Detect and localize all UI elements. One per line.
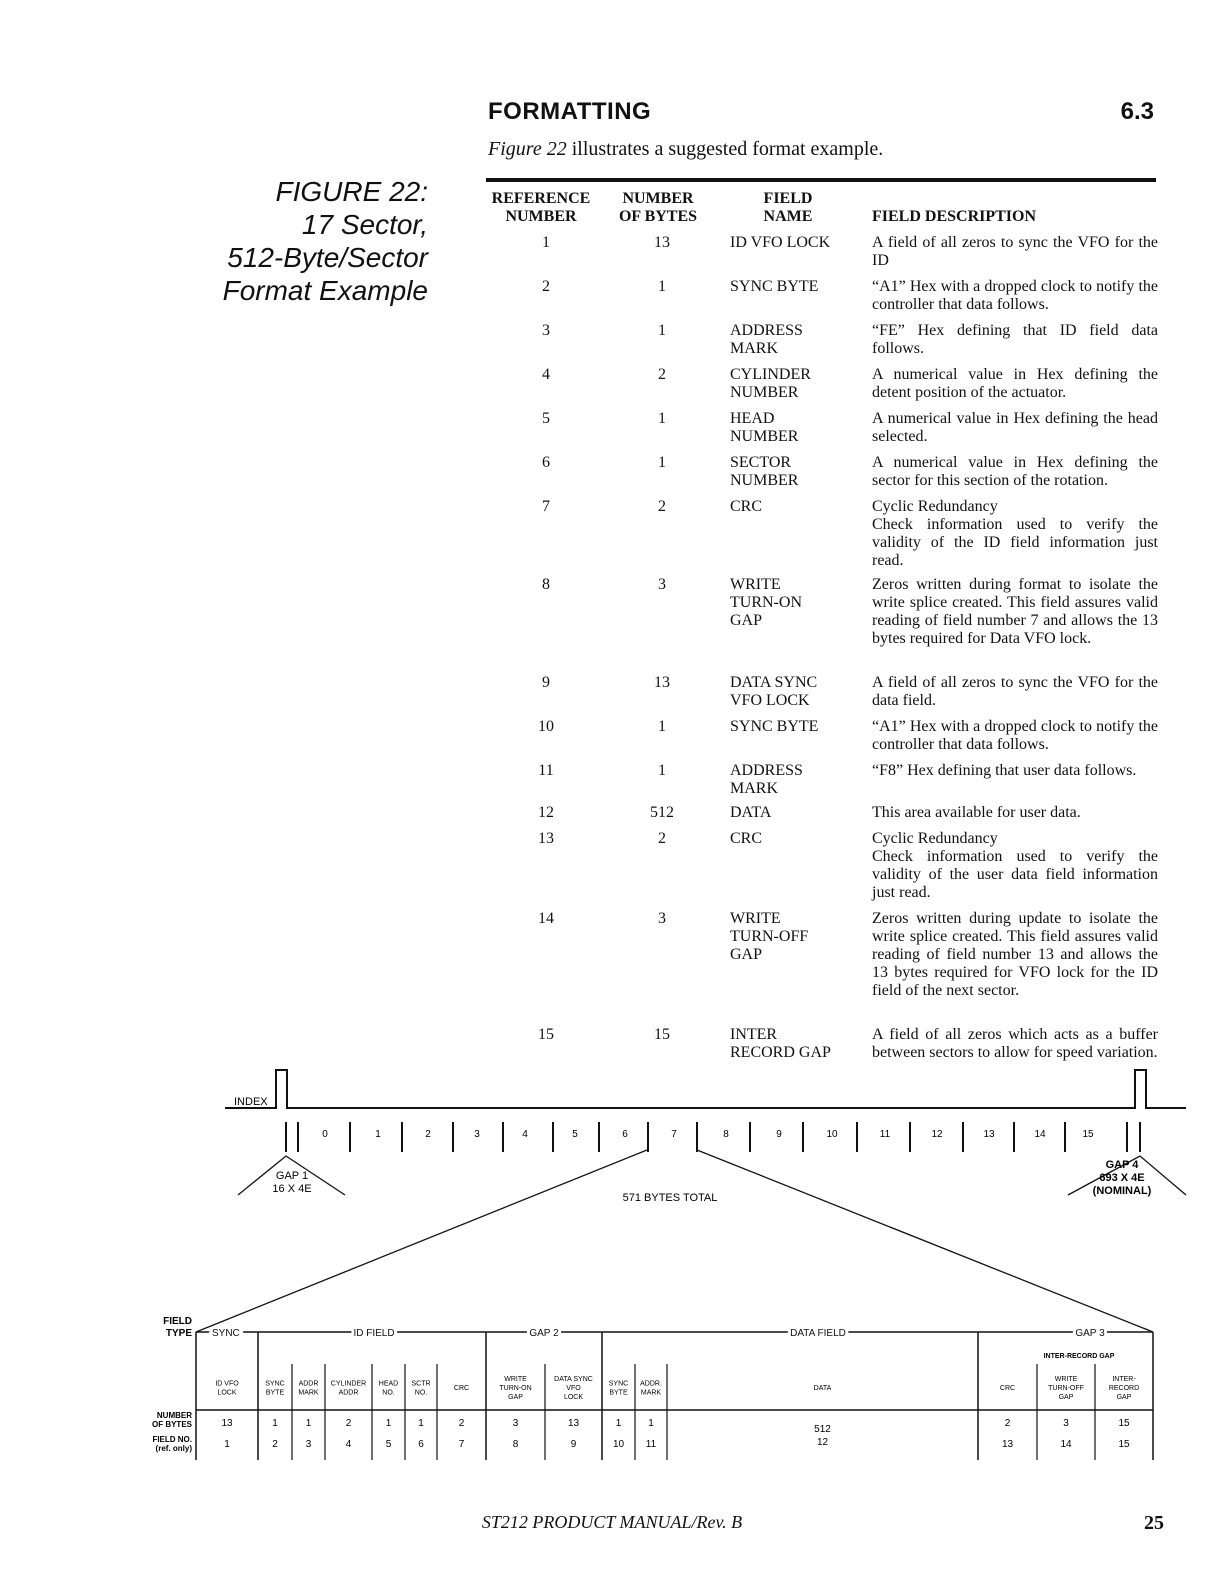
table-cell-reference: 5	[542, 410, 550, 427]
number-of-bytes-label: NUMBER	[156, 1411, 192, 1420]
sector-label: 5	[572, 1129, 578, 1140]
field-cells	[215, 1332, 1139, 1460]
table-cell-field-name: CRC	[730, 498, 763, 515]
table-cell-field-name: ADDRESS MARK	[730, 762, 803, 797]
field-type-labels	[212, 1328, 1105, 1339]
table-cell-reference: 7	[542, 498, 550, 515]
table-cell-field-name: CYLINDER NUMBER	[730, 366, 811, 401]
table-cell-reference: 2	[542, 278, 550, 295]
field-cell-name: DATA SYNC	[554, 1376, 593, 1383]
field-cell-bytes: 1	[385, 1418, 392, 1429]
total-bytes-label: 571 BYTES TOTAL	[622, 1192, 718, 1204]
header-field-description: FIELD DESCRIPTION	[872, 208, 1037, 225]
table-cell-reference: 6	[542, 454, 550, 471]
table-cell-bytes: 3	[658, 576, 666, 593]
intro-text	[488, 138, 883, 161]
field-cell-bytes: 2	[458, 1418, 465, 1429]
sector-label: 4	[522, 1129, 528, 1140]
sector-label: 0	[322, 1129, 328, 1140]
table-cell-description: A numerical value in Hex defining the head selected.	[872, 410, 1158, 445]
index-waveform	[225, 1070, 1186, 1108]
table-cell-field-name: ID VFO LOCK	[730, 234, 831, 251]
field-cell-name: RECORD	[1108, 1385, 1140, 1392]
table-cell-bytes: 13	[654, 234, 670, 251]
field-cell-name: CRC	[999, 1385, 1016, 1392]
table-cell-reference: 15	[538, 1026, 554, 1043]
field-type-0: SYNC	[212, 1328, 240, 1339]
inter-record-gap-label: INTER-RECORD GAP	[1043, 1353, 1115, 1360]
field-cell-number: 13	[1001, 1439, 1014, 1450]
expansion-lines	[196, 1150, 1153, 1332]
sector-label: 2	[425, 1129, 431, 1140]
table-cell-description: “A1” Hex with a dropped clock to notify the controller that data follows.	[872, 718, 1158, 753]
field-cell-bytes: 1	[615, 1418, 622, 1429]
field-cell-name: LOCK	[217, 1389, 237, 1397]
figure-reference: Figure 22	[488, 138, 567, 160]
sector-label: 9	[776, 1129, 782, 1140]
field-cell-bytes: 15	[1118, 1418, 1130, 1429]
field-cell-name: ADDR.	[640, 1380, 662, 1388]
table-cell-description: A numerical value in Hex defining the detent position of the actuator.	[872, 366, 1158, 401]
field-cell-bytes: 1	[648, 1418, 654, 1429]
table-cell-description: Cyclic Redundancy Check information used to verify the validity of the user data field information just read.	[872, 830, 1158, 901]
field-cell-name: WRITE	[504, 1376, 527, 1383]
sector-label: 11	[879, 1129, 891, 1140]
field-cell-name: MARK	[640, 1389, 662, 1397]
sector-label: 6	[622, 1129, 628, 1140]
header-number-of-bytes: NUMBER OF BYTES	[618, 190, 698, 225]
figure-caption	[223, 175, 428, 307]
field-cell-name: SYNC	[265, 1380, 285, 1388]
field-cell-name: SYNC	[608, 1380, 629, 1388]
table-top-rule	[486, 178, 1156, 182]
table-cell-reference: 1	[542, 234, 550, 251]
field-cell-bytes: 3	[512, 1418, 519, 1429]
table-cell-reference: 12	[538, 804, 554, 821]
gap1-size: 16 X 4E	[272, 1183, 312, 1195]
field-cell-name: BYTE	[609, 1389, 628, 1397]
page-heading: FORMATTING	[488, 98, 652, 125]
table-cell-field-name: DATA	[730, 804, 772, 821]
field-cell-name: DATA	[813, 1385, 832, 1392]
table-cell-description: Zeros written during update to isolate the write splice created. This field assures valid reading of field number 13 and allows the 13 bytes required for VFO lock for the ID field of the next sector.	[872, 910, 1158, 999]
field-cell-name: CYLINDER	[330, 1380, 367, 1388]
table-cell-bytes: 15	[654, 1026, 670, 1043]
gap1-label: GAP 1	[275, 1170, 309, 1182]
table-cell-description: Zeros written during format to isolate the write splice created. This field assures valid reading of field number 7 and allows the 13 bytes required for Data VFO lock.	[872, 576, 1158, 647]
table-cell-reference: 14	[538, 910, 554, 927]
field-type-3: DATA FIELD	[790, 1328, 846, 1339]
field-cell-name: GAP	[508, 1394, 523, 1401]
field-cell-number: 6	[418, 1439, 424, 1450]
table-cell-reference: 9	[542, 674, 550, 691]
sector-labels	[322, 1129, 1094, 1140]
field-cell-number: 9	[570, 1439, 577, 1450]
table-cell-bytes: 1	[658, 278, 666, 295]
field-cell-bytes: 13	[567, 1418, 580, 1429]
sector-label: 7	[671, 1129, 677, 1140]
table-cell-description: A numerical value in Hex defining the sector for this section of the rotation.	[872, 454, 1158, 489]
field-cell-bytes: 3	[1063, 1418, 1069, 1429]
index-label: INDEX	[234, 1096, 268, 1108]
field-cell-name: BYTE	[265, 1389, 285, 1397]
table-cell-field-name: DATA SYNC VFO LOCK	[730, 674, 818, 709]
caption-line: 512-Byte/Sector	[227, 242, 428, 273]
table-cell-description: A field of all zeros which acts as a buffer between sectors to allow for speed variation.	[872, 1026, 1158, 1061]
table-cell-field-name: HEAD NUMBER	[730, 410, 799, 445]
field-cell-name: GAP	[1116, 1394, 1132, 1401]
field-cell-name: ID VFO	[215, 1380, 239, 1388]
sector-label: 14	[1034, 1129, 1046, 1140]
field-cell-name: WRITE	[1054, 1376, 1078, 1383]
field-type-label-2: TYPE	[165, 1328, 192, 1339]
section-number: 6.3	[1120, 98, 1154, 125]
field-cell-number: 1	[224, 1439, 230, 1450]
field-cell-bytes: 1	[305, 1418, 312, 1429]
gap4-nominal: (NOMINAL)	[1092, 1185, 1152, 1197]
table-cell-bytes: 13	[654, 674, 670, 691]
field-cell-name: NO.	[414, 1389, 428, 1397]
table-cell-bytes: 1	[658, 762, 666, 779]
table-cell-field-name: SYNC BYTE	[730, 278, 819, 295]
sector-label: 8	[723, 1129, 729, 1140]
table-cell-field-name: WRITE TURN-OFF GAP	[730, 910, 809, 963]
field-cell-name: TURN-ON	[499, 1385, 532, 1392]
field-cell-name: SCTR	[411, 1380, 431, 1388]
field-cell-number: 5	[385, 1439, 392, 1450]
table-cell-description: “A1” Hex with a dropped clock to notify the controller that data follows.	[872, 278, 1158, 313]
field-cell-name: HEAD	[378, 1380, 399, 1388]
field-cell-number: 4	[345, 1439, 352, 1450]
field-cell-number: 12	[816, 1437, 829, 1448]
field-type-1: ID FIELD	[353, 1328, 395, 1339]
field-cell-number: 14	[1060, 1439, 1072, 1450]
field-cell-name: LOCK	[563, 1394, 584, 1401]
footer-manual-title: ST212 PRODUCT MANUAL/Rev. B	[481, 1512, 743, 1532]
field-type-2: GAP 2	[529, 1328, 559, 1339]
table-cell-description: A field of all zeros to sync the VFO for the data field.	[872, 674, 1158, 709]
field-cell-number: 7	[458, 1439, 465, 1450]
field-cell-number: 2	[272, 1439, 278, 1450]
table-cell-bytes: 2	[658, 830, 666, 847]
table-cell-field-name: WRITE TURN-ON GAP	[730, 576, 802, 629]
table-cell-reference: 3	[542, 322, 550, 339]
field-cell-name: MARK	[298, 1389, 319, 1397]
field-cell-name: NO.	[382, 1389, 395, 1397]
table-cell-description: This area available for user data.	[872, 804, 1081, 821]
table-cell-field-name: INTER RECORD GAP	[730, 1026, 831, 1061]
field-no-label: FIELD NO.	[152, 1435, 192, 1444]
header-reference-number: REFERENCE NUMBER	[491, 190, 591, 225]
field-cell-bytes: 1	[418, 1418, 424, 1429]
field-cell-name: TURN-OFF	[1048, 1385, 1084, 1392]
caption-line: Format Example	[222, 275, 428, 306]
field-type-label: FIELD	[163, 1316, 192, 1327]
table-cell-bytes: 1	[658, 322, 666, 339]
table-cell-description: A field of all zeros to sync the VFO for the ID	[872, 234, 1158, 269]
header-field-name: FIELD NAME	[763, 190, 813, 225]
table-cell-description: Cyclic Redundancy Check information used to verify the validity of the ID field information just read.	[872, 498, 1158, 569]
field-cell-bytes: 1	[272, 1418, 278, 1429]
field-no-label-2: (ref. only)	[155, 1444, 192, 1453]
gap4-label: GAP 4	[1105, 1159, 1139, 1171]
sector-format-diagram	[0, 1060, 1224, 1490]
field-cell-bytes: 512	[814, 1424, 831, 1435]
field-cell-name: VFO	[566, 1385, 581, 1392]
sector-label: 3	[474, 1129, 480, 1140]
caption-line: FIGURE 22:	[275, 176, 428, 207]
sector-label: 15	[1082, 1129, 1094, 1140]
table-cell-bytes: 2	[658, 498, 666, 515]
sector-label: 13	[983, 1129, 995, 1140]
sector-ticks	[286, 1122, 1140, 1152]
field-cell-bytes: 2	[1004, 1418, 1011, 1429]
table-cell-field-name: ADDRESS MARK	[730, 322, 803, 357]
field-cell-name: CRC	[453, 1385, 470, 1392]
table-cell-bytes: 1	[658, 454, 666, 471]
field-cell-bytes: 2	[345, 1418, 352, 1429]
table-cell-bytes: 1	[658, 718, 666, 735]
table-cell-field-name: CRC	[730, 830, 763, 847]
table-cell-bytes: 512	[650, 804, 674, 821]
field-cell-number: 15	[1118, 1439, 1130, 1450]
table-cell-reference: 8	[542, 576, 550, 593]
sector-label: 12	[931, 1129, 943, 1140]
field-cell-number: 8	[512, 1439, 519, 1450]
page-number: 25	[1144, 1512, 1164, 1534]
field-cell-bytes: 13	[221, 1418, 233, 1429]
field-type-4: GAP 3	[1075, 1328, 1105, 1339]
sector-label: 1	[375, 1129, 381, 1140]
table-cell-bytes: 3	[658, 910, 666, 927]
field-cell-name: INTER-	[1112, 1376, 1136, 1383]
table-cell-field-name: SECTOR NUMBER	[730, 454, 799, 489]
field-cell-name: GAP	[1058, 1394, 1074, 1401]
gap4-size: 693 X 4E	[1099, 1172, 1145, 1184]
field-cell-name: ADDR	[298, 1380, 319, 1388]
table-cell-bytes: 1	[658, 410, 666, 427]
table-cell-reference: 13	[538, 830, 554, 847]
table-cell-description: “FE” Hex defining that ID field data follows.	[872, 322, 1158, 357]
number-of-bytes-label-2: OF BYTES	[151, 1420, 192, 1429]
field-cell-name: ADDR	[338, 1389, 359, 1397]
field-cell-number: 10	[612, 1439, 625, 1450]
table-cell-reference: 4	[542, 366, 550, 383]
table-cell-reference: 11	[538, 762, 554, 779]
sector-label: 10	[826, 1129, 838, 1140]
intro-sentence: illustrates a suggested format example.	[566, 138, 884, 160]
field-cell-number: 3	[305, 1439, 312, 1450]
table-cell-description: “F8” Hex defining that user data follows.	[872, 762, 1137, 779]
table-cell-field-name: SYNC BYTE	[730, 718, 819, 735]
table-cell-bytes: 2	[658, 366, 666, 383]
table-cell-reference: 10	[538, 718, 554, 735]
field-cell-number: 11	[645, 1439, 657, 1450]
caption-line: 17 Sector,	[301, 209, 428, 240]
